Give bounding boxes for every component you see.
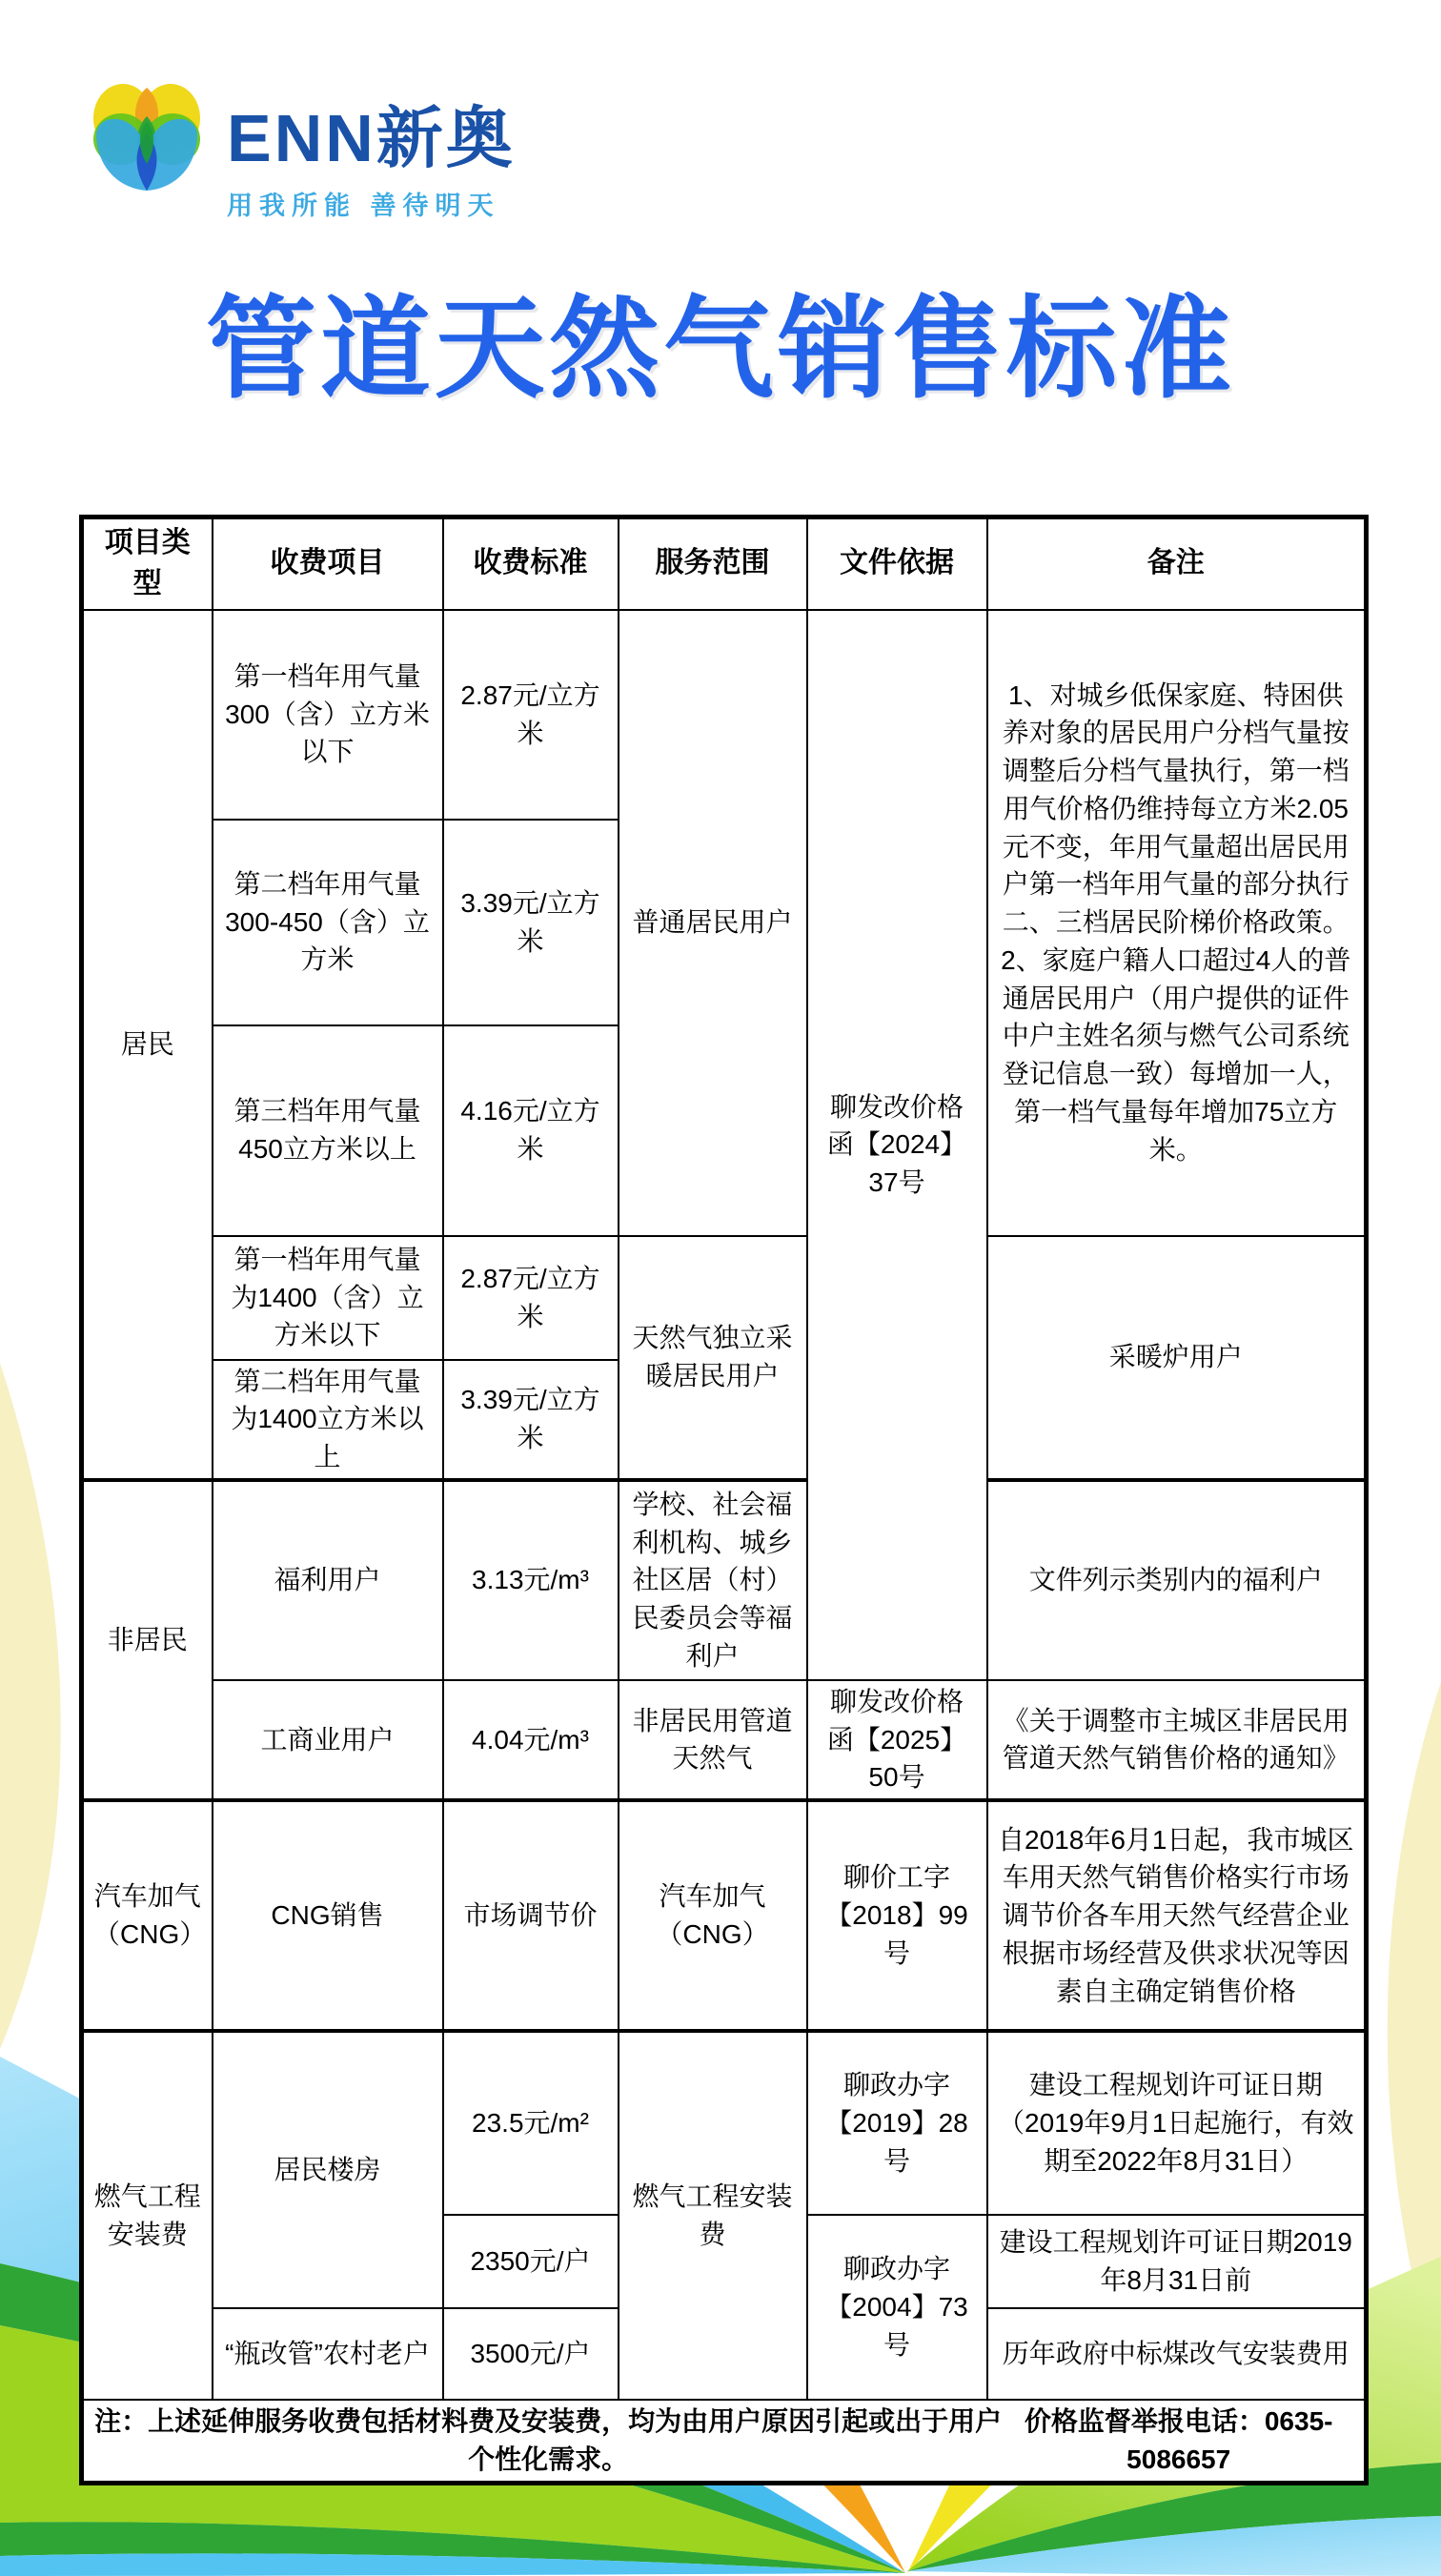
cell-price-bottle-household: 3500元/户 — [443, 2308, 619, 2400]
table-row — [82, 2031, 1367, 2215]
cell-remark-install-before: 建设工程规划许可证日期2019年8月31日前 — [987, 2215, 1367, 2308]
cell-item-bottle-to-pipe: “瓶改管”农村老户 — [213, 2308, 443, 2400]
cell-scope-cng: 汽车加气（CNG） — [619, 1800, 807, 2031]
header-charge-standard: 收费标准 — [443, 517, 619, 610]
table-row — [82, 610, 1367, 820]
remark-resident-note-2: 2、家庭户籍人口超过4人的普通居民用户（用户提供的证件中户主姓名须与燃气公司系统登记信息一致）每增加一人，第一档气量每年增加75立方米。 — [1001, 944, 1351, 1165]
cell-doc-2004-73: 聊政办字【2004】73号 — [807, 2215, 987, 2400]
cell-category-installation: 燃气工程安装费 — [82, 2031, 213, 2400]
enn-logo — [93, 80, 516, 222]
cell-remark-heating: 采暖炉用户 — [987, 1236, 1367, 1480]
table-row — [82, 1800, 1367, 2031]
price-table-wrapper — [79, 515, 1369, 2485]
cell-item-resident-building: 居民楼房 — [213, 2031, 443, 2308]
cell-item-cng-sales: CNG销售 — [213, 1800, 443, 2031]
cell-item-heat-tier2: 第二档年用气量为1400立方米以上 — [213, 1360, 443, 1480]
cell-item-commercial: 工商业用户 — [213, 1680, 443, 1800]
remark-resident-note-1: 1、对城乡低保家庭、特困供养对象的居民用户分档气量按调整后分档气量执行，第一档用气价格仍维持每立方米2.05元不变，年用气量超出居民用户第一档年用气量的部分执行二、三档居民阶梯价格政策。 — [1002, 679, 1350, 938]
cell-price-building-sqm: 23.5元/m² — [443, 2031, 619, 2215]
cell-category-cng: 汽车加气（CNG） — [82, 1800, 213, 2031]
brand-name: ENN新奥 — [227, 101, 516, 175]
cell-price-heat-tier1: 2.87元/立方米 — [443, 1236, 619, 1360]
cell-doc-2024-37: 聊发改价格函【2024】37号 — [807, 610, 987, 1680]
cell-price-welfare: 3.13元/m³ — [443, 1480, 619, 1680]
decor-left-pale-yellow — [0, 1363, 61, 2049]
cell-remark-commercial: 《关于调整市主城区非居民用管道天然气销售价格的通知》 — [987, 1680, 1367, 1800]
cell-item-tier1: 第一档年用气量300（含）立方米以下 — [213, 610, 443, 820]
cell-scope-installation: 燃气工程安装费 — [619, 2031, 807, 2400]
cell-item-heat-tier1: 第一档年用气量为1400（含）立方米以下 — [213, 1236, 443, 1360]
brand-tagline: 用我所能 善待明天 — [227, 192, 500, 220]
cell-price-heat-tier2: 3.39元/立方米 — [443, 1360, 619, 1480]
cell-doc-2025-50: 聊发改价格函【2025】50号 — [807, 1680, 987, 1800]
cell-price-tier3: 4.16元/立方米 — [443, 1025, 619, 1236]
header-row — [82, 517, 1367, 610]
cell-doc-2019-28: 聊政办字【2019】28号 — [807, 2031, 987, 2215]
cell-scope-heating-resident: 天然气独立采暖居民用户 — [619, 1236, 807, 1480]
header-project-type: 项目类型 — [82, 517, 213, 610]
footer-note-row — [82, 2400, 1367, 2483]
header-charge-item: 收费项目 — [213, 517, 443, 610]
cell-category-non-resident: 非居民 — [82, 1480, 213, 1800]
cell-doc-2018-99: 聊价工字【2018】99号 — [807, 1800, 987, 2031]
table-row — [82, 1680, 1367, 1800]
table-row — [82, 1236, 1367, 1360]
cell-remark-install-legacy: 历年政府中标煤改气安装费用 — [987, 2308, 1367, 2400]
cell-item-tier3: 第三档年用气量450立方米以上 — [213, 1025, 443, 1236]
cell-item-tier2: 第二档年用气量300-450（含）立方米 — [213, 820, 443, 1025]
enn-logo-flower-icon — [93, 80, 200, 193]
cell-scope-non-resident-pipeline: 非居民用管道天然气 — [619, 1680, 807, 1800]
cell-remark-welfare: 文件列示类别内的福利户 — [987, 1480, 1367, 1680]
cell-scope-welfare: 学校、社会福利机构、城乡社区居（村）民委员会等福利户 — [619, 1480, 807, 1680]
header-service-scope: 服务范围 — [619, 517, 807, 610]
cell-item-welfare: 福利用户 — [213, 1480, 443, 1680]
cell-category-resident: 居民 — [82, 610, 213, 1480]
cell-price-cng: 市场调节价 — [443, 1800, 619, 2031]
page-title: 管道天然气销售标准 — [206, 287, 1235, 411]
cell-price-tier1: 2.87元/立方米 — [443, 610, 619, 820]
table-row — [82, 1480, 1367, 1680]
price-table — [79, 515, 1369, 2485]
cell-price-building-household: 2350元/户 — [443, 2215, 619, 2308]
cell-footer-note — [82, 2400, 1367, 2483]
footer-note-text: 注：上述延伸服务收费包括材料费及安装费，均为由用户原因引起或出于用户个性化需求。 — [94, 2406, 1003, 2474]
cell-remark-resident — [987, 610, 1367, 1236]
header-document-basis: 文件依据 — [807, 517, 987, 610]
cell-price-tier2: 3.39元/立方米 — [443, 820, 619, 1025]
cell-remark-install-2019: 建设工程规划许可证日期（2019年9月1日起施行，有效期至2022年8月31日） — [987, 2031, 1367, 2215]
footer-hotline: 价格监督举报电话：0635-5086657 — [1024, 2406, 1333, 2474]
cell-price-commercial: 4.04元/m³ — [443, 1680, 619, 1800]
cell-remark-cng: 自2018年6月1日起，我市城区车用天然气销售价格实行市场调节价各车用天然气经营企业根据市场经营及供求状况等因素自主确定销售价格 — [987, 1800, 1367, 2031]
cell-scope-ordinary-resident: 普通居民用户 — [619, 610, 807, 1236]
header-remark: 备注 — [987, 517, 1367, 610]
